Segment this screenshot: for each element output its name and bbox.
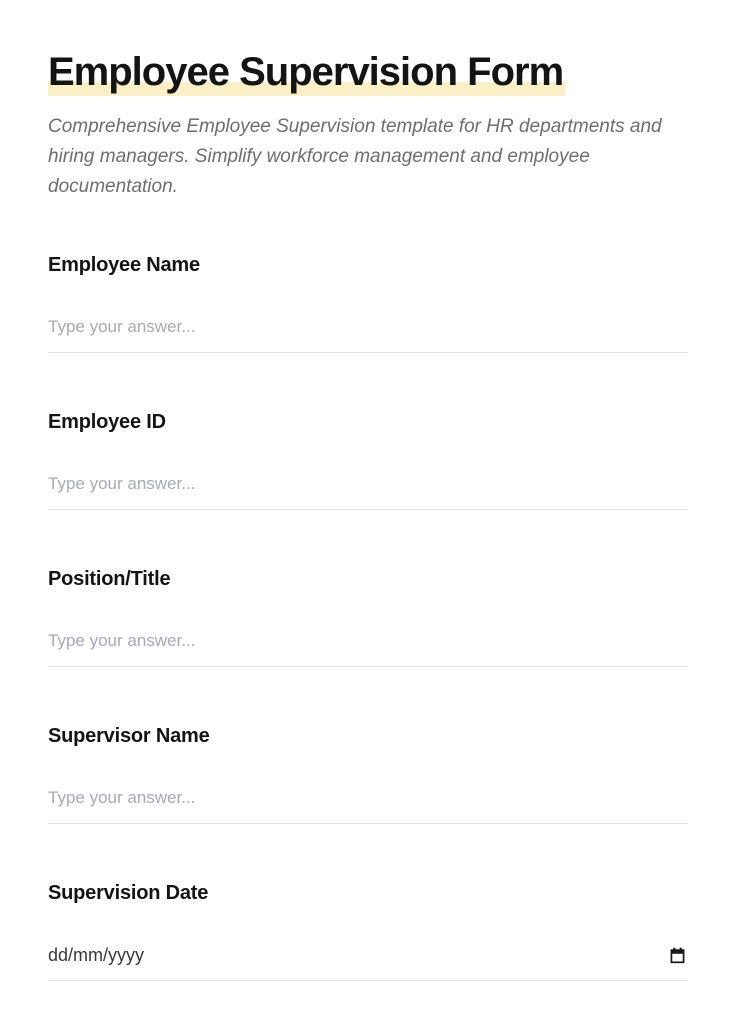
employee-id-label: Employee ID [48, 411, 166, 433]
position-title-label: Position/Title [48, 568, 171, 590]
form-description: Comprehensive Employee Supervision template for HR departments and hiring managers. Simplify workforce management and employee documentation. [48, 116, 662, 197]
field-position-title [48, 566, 688, 667]
field-supervisor-name [48, 723, 688, 824]
supervision-date-input[interactable] [48, 944, 669, 966]
employee-id-input[interactable] [48, 473, 688, 510]
calendar-icon-glyph [669, 947, 686, 964]
field-employee-id [48, 409, 688, 510]
field-supervision-date [48, 880, 688, 981]
position-title-input[interactable] [48, 630, 688, 667]
field-employee-name [48, 252, 688, 353]
employee-name-label: Employee Name [48, 254, 200, 276]
form-title: Employee Supervision Form [48, 50, 564, 94]
supervision-date-row [48, 944, 688, 981]
calendar-icon[interactable] [669, 947, 686, 964]
supervisor-name-input[interactable] [48, 787, 688, 824]
employee-name-input[interactable] [48, 316, 688, 353]
supervision-date-label: Supervision Date [48, 882, 209, 904]
supervisor-name-label: Supervisor Name [48, 725, 210, 747]
